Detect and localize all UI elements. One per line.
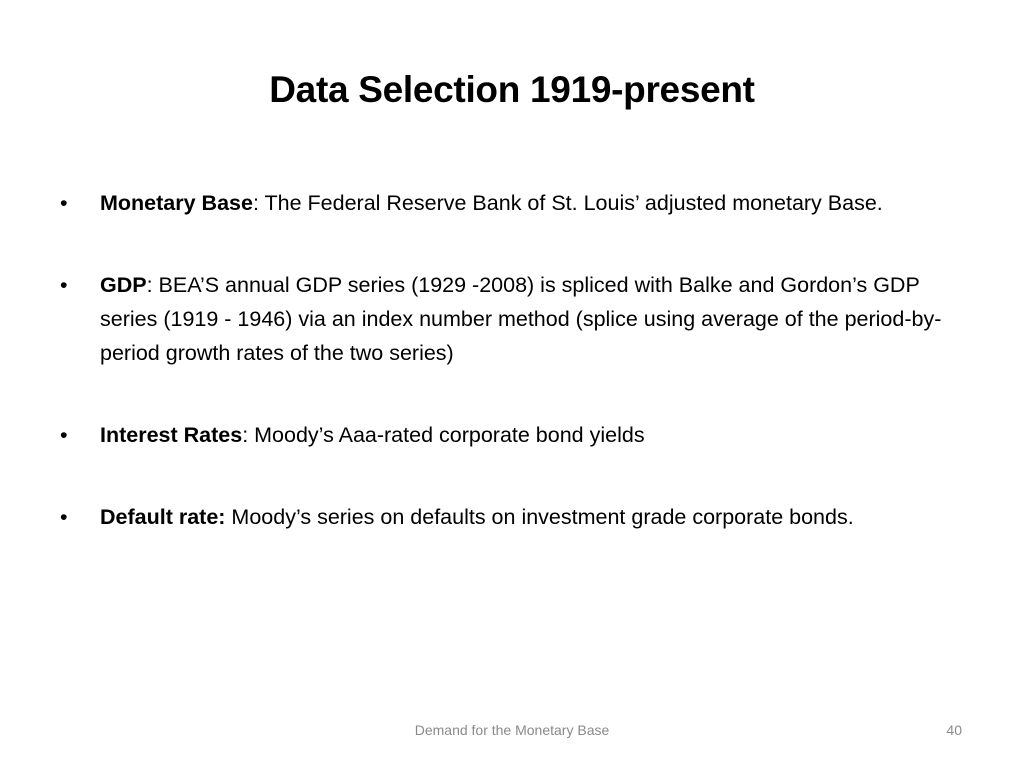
bullet-term: GDP bbox=[100, 273, 147, 297]
bullet-dot-icon: • bbox=[60, 273, 68, 297]
bullet-text: : Moody’s Aaa-rated corporate bond yields bbox=[242, 423, 645, 447]
bullet-interest-rates bbox=[60, 418, 970, 452]
bullet-dot-icon: • bbox=[60, 505, 68, 529]
bullet-dot-icon: • bbox=[60, 191, 68, 215]
bullet-default-rate bbox=[60, 500, 970, 534]
bullet-gdp bbox=[60, 268, 970, 370]
page-number: 40 bbox=[946, 722, 962, 738]
bullet-term: Interest Rates bbox=[100, 423, 243, 447]
bullet-term: Monetary Base bbox=[100, 191, 253, 215]
slide-title: Data Selection 1919-present bbox=[269, 69, 755, 110]
bullet-monetary-base bbox=[60, 186, 970, 220]
bullet-term: Default rate: bbox=[100, 505, 226, 529]
bullet-text: : The Federal Reserve Bank of St. Louis’ adjusted monetary Base. bbox=[252, 191, 883, 215]
bullet-list bbox=[60, 186, 970, 534]
bullet-text: Moody’s series on defaults on investment grade corporate bonds. bbox=[225, 505, 854, 529]
bullet-dot-icon: • bbox=[60, 423, 68, 447]
footer-title: Demand for the Monetary Base bbox=[414, 722, 610, 738]
bullet-text: : BEA’S annual GDP series (1929 -2008) is spliced with Balke and Gordon’s GDP series (1919 - 1946) via an index number method (splice using average of the period-by-period growth rates of the two series) bbox=[100, 273, 942, 365]
